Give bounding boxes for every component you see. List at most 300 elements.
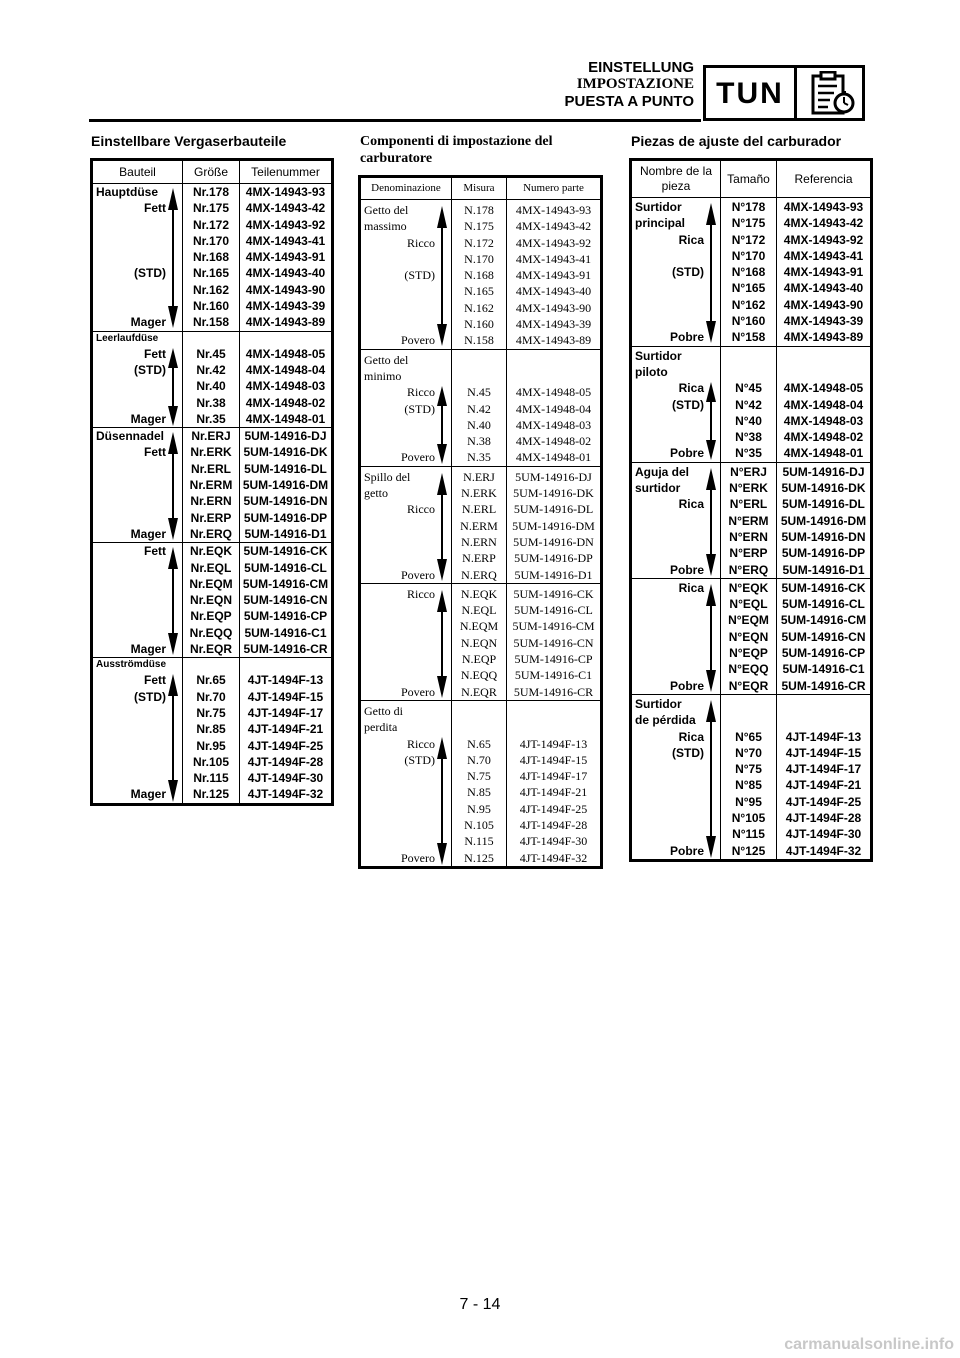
size: N.165: [464, 284, 494, 299]
size: N°158: [731, 330, 766, 345]
size: N.40: [467, 417, 491, 432]
size: N.105: [464, 817, 494, 832]
size: N°EQP: [729, 646, 768, 661]
part-number: 5UM-14916-C1: [514, 668, 593, 683]
col-header-size: Misura: [452, 177, 507, 200]
part-number: 4MX-14948-03: [515, 417, 592, 432]
part-number: 5UM-14916-CN: [243, 593, 328, 608]
label: Ricco: [407, 385, 435, 400]
part-number: 4MX-14948-03: [783, 413, 864, 428]
size: N.EQM: [459, 619, 499, 634]
size-cell: [183, 543, 240, 658]
size: N°EQK: [728, 580, 769, 595]
part-number: [777, 348, 870, 364]
label: Rica: [678, 580, 704, 595]
part-number-cell: [240, 184, 333, 332]
header-title-it: IMPOSTAZIONE: [576, 76, 694, 92]
size: Nr.162: [192, 282, 230, 297]
label: Getto di: [364, 703, 403, 718]
size: Nr.EQL: [190, 560, 232, 575]
size: N.162: [464, 300, 494, 315]
size-cell: [452, 700, 507, 867]
table-row: [92, 428, 333, 543]
part-name-cell: [631, 198, 721, 347]
size: Nr.ERN: [190, 494, 232, 509]
part-number: 4MX-14948-05: [515, 385, 592, 400]
size-cell: [721, 346, 777, 462]
size: N.ERK: [461, 486, 497, 501]
table-row: [92, 658, 333, 804]
part-number: 5UM-14916-DP: [243, 510, 328, 525]
part-number: 4MX-14943-91: [515, 268, 592, 283]
table-row: [631, 346, 872, 462]
part-number: 5UM-14916-CN: [513, 635, 594, 650]
col-header-part: Nombre de la pieza: [631, 160, 721, 198]
part-number: 5UM-14916-DN: [781, 529, 866, 544]
size: Nr.EQM: [189, 576, 233, 591]
col-header-size: Tamaño: [721, 160, 777, 198]
part-number: 4MX-14943-91: [245, 250, 326, 265]
size: N.EQN: [460, 635, 498, 650]
size: Nr.EQK: [189, 544, 232, 559]
part-number: 4MX-14943-93: [515, 203, 592, 217]
size: N.EQQ: [460, 668, 498, 683]
header-titles: [565, 59, 694, 110]
header-rule: [89, 119, 701, 122]
table-row: [360, 349, 602, 466]
size: N°ERP: [729, 546, 768, 561]
part-number: 5UM-14916-DM: [512, 518, 595, 533]
label: Rica: [678, 497, 704, 512]
part-number: 4MX-14948-04: [245, 362, 326, 377]
label: Hauptdüse: [96, 185, 159, 199]
part-number: 5UM-14916-DK: [781, 481, 866, 496]
size: N°ERK: [729, 481, 768, 496]
size: Nr.175: [192, 201, 230, 216]
size: Nr.168: [192, 250, 230, 265]
watermark: carmanualsonline.info: [784, 1336, 954, 1353]
part-number: 5UM-14916-DJ: [515, 469, 592, 484]
label: Povero: [401, 450, 435, 465]
part-number-cell: [240, 428, 333, 543]
size: Nr.35: [196, 411, 226, 426]
label: Pobre: [669, 678, 704, 693]
size: N.ERQ: [461, 567, 497, 582]
size: N°125: [731, 843, 766, 858]
part-number: 5UM-14916-CK: [243, 544, 328, 559]
size: N°42: [735, 397, 762, 412]
tun-badge: [703, 65, 865, 121]
table-row: [360, 200, 602, 350]
part-number: 4JT-1494F-32: [247, 787, 324, 802]
part-number: 4MX-14948-02: [783, 430, 864, 445]
size-cell: [452, 349, 507, 466]
size: N.ERJ: [463, 469, 495, 484]
part-number: 4MX-14943-39: [245, 299, 326, 314]
size: N.160: [464, 317, 494, 332]
part-number-cell: [777, 578, 872, 694]
part-number: 4MX-14943-89: [515, 333, 592, 348]
part-number: 4MX-14943-90: [783, 297, 864, 312]
label: Mager: [130, 411, 166, 426]
part-number: 5UM-14916-DL: [513, 502, 594, 517]
label: (STD): [404, 401, 435, 416]
label: Fett: [144, 201, 166, 216]
label: Ricco: [407, 736, 435, 751]
size-cell: [721, 578, 777, 694]
part-number: 5UM-14916-CK: [781, 580, 866, 595]
size: N°EQN: [728, 629, 769, 644]
size-cell: [183, 428, 240, 543]
part-number: 4JT-1494F-17: [519, 769, 588, 784]
size: Nr.EQN: [189, 593, 232, 608]
size: N.ERM: [460, 518, 498, 533]
size: N.168: [464, 268, 494, 283]
part-number: [777, 712, 870, 728]
part-number: 5UM-14916-DK: [513, 486, 594, 501]
size: N.70: [467, 752, 491, 767]
size: N°75: [735, 762, 762, 777]
part-number: 4MX-14943-42: [515, 219, 592, 234]
size: N°35: [735, 446, 762, 461]
size: N°45: [735, 381, 762, 396]
size: N.ERP: [462, 551, 496, 566]
rich-lean-arrow-icon: [706, 584, 716, 692]
settings-table-it: [358, 175, 603, 869]
size: Nr.ERQ: [189, 526, 232, 541]
table-row: [631, 694, 872, 860]
part-name-cell: [360, 466, 452, 583]
part-number: [507, 368, 600, 384]
part-number: 4MX-14943-90: [515, 300, 592, 315]
part-number: 4MX-14943-39: [783, 314, 864, 329]
size: N°95: [735, 794, 762, 809]
part-number: 4JT-1494F-13: [519, 736, 588, 751]
size: Nr.75: [196, 705, 226, 720]
rich-lean-arrow-icon: [168, 348, 178, 426]
part-number-cell: [777, 462, 872, 578]
part-name-cell: [631, 694, 721, 860]
size: N°EQQ: [728, 662, 769, 677]
size: N.EQL: [461, 603, 497, 618]
part-number: 4JT-1494F-15: [247, 689, 324, 704]
size: N.170: [464, 251, 494, 266]
part-number: 4MX-14943-92: [783, 232, 864, 247]
size: N.178: [464, 203, 494, 217]
part-number: 5UM-14916-CR: [513, 684, 594, 699]
label: (STD): [672, 265, 704, 280]
size: Nr.158: [192, 315, 230, 330]
part-number-cell: [507, 200, 602, 350]
size: N°172: [731, 232, 766, 247]
size: Nr.EQQ: [189, 625, 233, 640]
size: N.85: [467, 785, 491, 800]
part-number-cell: [507, 466, 602, 583]
size: N.45: [467, 385, 491, 400]
header-title-es: PUESTA A PUNTO: [564, 93, 694, 110]
label: Pobre: [669, 843, 704, 858]
part-name-cell: [631, 346, 721, 462]
part-number: 4MX-14943-42: [245, 201, 326, 216]
part-number: 4JT-1494F-32: [785, 843, 862, 858]
size: Nr.115: [193, 771, 229, 786]
rich-lean-arrow-icon: [168, 547, 178, 655]
part-name-cell: [360, 700, 452, 867]
part-number-cell: [777, 198, 872, 347]
part-number: 5UM-14916-CP: [514, 652, 593, 667]
size: N.35: [467, 450, 491, 465]
size: Nr.ERK: [190, 445, 232, 460]
label: Surtidor: [635, 696, 682, 711]
part-number: 4MX-14943-39: [515, 317, 592, 332]
size: [721, 348, 776, 364]
part-number: 4MX-14948-04: [783, 397, 864, 412]
part-number: 4MX-14948-04: [515, 401, 592, 416]
size: N°170: [731, 248, 766, 263]
rich-lean-arrow-icon: [168, 432, 178, 540]
part-number: 4JT-1494F-17: [785, 762, 862, 777]
size: N°175: [731, 216, 766, 231]
part-number: 4JT-1494F-25: [519, 801, 588, 816]
size: N°160: [731, 314, 766, 329]
part-number-cell: [777, 694, 872, 860]
size: Nr.178: [192, 185, 230, 199]
part-number: 4JT-1494F-30: [247, 771, 324, 786]
size: N.38: [467, 434, 491, 449]
part-number: 4MX-14948-03: [245, 379, 326, 394]
label: Povero: [401, 333, 435, 348]
part-number: 5UM-14916-CM: [780, 613, 867, 628]
part-number: 5UM-14916-C1: [782, 662, 865, 677]
part-number-cell: [507, 349, 602, 466]
group-name: Leerlaufdüse: [96, 332, 159, 344]
rich-lean-arrow-icon: [706, 382, 716, 460]
col-header-partno: Referencia: [777, 160, 872, 198]
size: Nr.125: [192, 787, 230, 802]
part-number: 4MX-14943-92: [515, 235, 592, 250]
label: massimo: [364, 219, 407, 234]
part-number: 4MX-14943-91: [783, 265, 864, 280]
part-number: [507, 703, 600, 719]
part-number: 4JT-1494F-15: [519, 752, 588, 767]
label: Mager: [130, 315, 166, 330]
part-name-cell: [92, 184, 183, 332]
size: N.EQP: [461, 652, 497, 667]
tun-badge-divider: [794, 68, 797, 118]
part-number: 4MX-14948-02: [515, 434, 592, 449]
group-name: Ausströmdüse: [96, 659, 167, 671]
label: Fett: [144, 544, 166, 559]
size-cell: [452, 466, 507, 583]
table-row: [92, 543, 333, 658]
size: Nr.ERM: [189, 478, 233, 493]
page-number: 7 - 14: [459, 1296, 501, 1313]
col-header-partno: Numero parte: [507, 177, 602, 200]
col-header-part: Denominazione: [360, 177, 452, 200]
part-number: 5UM-14916-DP: [781, 546, 866, 561]
part-number: 5UM-14916-CR: [243, 642, 328, 657]
size: [721, 696, 776, 712]
label: Povero: [401, 684, 435, 699]
size: N°40: [735, 413, 762, 428]
size: Nr.42: [196, 362, 226, 377]
size: N°70: [735, 745, 762, 760]
rich-lean-arrow-icon: [437, 386, 447, 464]
rich-lean-arrow-icon: [437, 473, 447, 581]
part-number: 5UM-14916-D1: [514, 567, 593, 582]
size: Nr.105: [192, 754, 230, 769]
part-number: [507, 719, 600, 735]
label: Aguja del: [635, 464, 690, 479]
part-number: 4JT-1494F-21: [247, 722, 324, 737]
label: getto: [364, 486, 388, 501]
size: Nr.165: [192, 266, 230, 281]
table-row: [631, 198, 872, 347]
part-name-cell: [631, 462, 721, 578]
size-cell: [721, 198, 777, 347]
label: de pérdida: [635, 713, 696, 728]
label: Rica: [678, 729, 704, 744]
part-number: 4JT-1494F-13: [785, 729, 862, 744]
rich-lean-arrow-icon: [706, 700, 716, 858]
part-number: 5UM-14916-D1: [244, 526, 327, 541]
size: N.75: [467, 769, 491, 784]
label: perdita: [364, 720, 398, 735]
part-name-cell: [92, 428, 183, 543]
part-number: 4MX-14943-90: [245, 282, 326, 297]
size: N°EQL: [729, 597, 768, 612]
part-number: 4MX-14948-05: [245, 346, 326, 361]
size: [721, 712, 776, 728]
label: principal: [635, 216, 686, 231]
part-number: 5UM-14916-DM: [242, 478, 329, 493]
part-number: 4MX-14943-89: [783, 330, 864, 345]
col-header-part: Bauteil: [92, 160, 183, 184]
section-title-de: Einstellbare Vergaserbauteile: [91, 133, 287, 149]
part-number: 4JT-1494F-21: [785, 778, 862, 793]
size-cell: [721, 462, 777, 578]
size: N.EQK: [460, 586, 498, 601]
table-row: [360, 700, 602, 867]
rich-lean-arrow-icon: [168, 674, 178, 802]
part-number: 4MX-14948-01: [783, 446, 864, 461]
part-number-cell: [507, 700, 602, 867]
tun-badge-label: TUN: [716, 77, 784, 110]
label: (STD): [672, 397, 704, 412]
size: N.EQR: [461, 684, 497, 699]
size: [452, 703, 506, 719]
rich-lean-arrow-icon: [437, 206, 447, 346]
label: (STD): [134, 266, 166, 281]
size: Nr.EQP: [190, 609, 232, 624]
size-cell: [183, 331, 240, 427]
part-number: 5UM-14916-DN: [513, 534, 594, 549]
size: [452, 352, 506, 368]
rich-lean-arrow-icon: [437, 737, 447, 865]
label: Fett: [144, 673, 166, 688]
size: N°168: [731, 265, 766, 280]
size: [452, 719, 506, 735]
table-row: [92, 331, 333, 427]
section-title-it: [360, 133, 553, 167]
part-number: 5UM-14916-DM: [780, 513, 867, 528]
label: Fett: [144, 346, 166, 361]
size: N.175: [464, 219, 494, 234]
size: N°162: [731, 297, 766, 312]
part-number: [507, 352, 600, 368]
part-number: 4JT-1494F-17: [247, 705, 324, 720]
rich-lean-arrow-icon: [706, 468, 716, 576]
part-name-cell: [360, 583, 452, 700]
part-number: 5UM-14916-C1: [244, 625, 327, 640]
section-title-it-line1: Componenti di impostazione del: [360, 134, 553, 149]
section-title-it-line2: carburatore: [360, 151, 433, 166]
size-cell: [183, 184, 240, 332]
size: N.158: [464, 333, 494, 348]
part-number: 4MX-14943-93: [783, 200, 864, 214]
part-name-cell: [631, 578, 721, 694]
size-cell: [452, 200, 507, 350]
size-cell: [183, 658, 240, 804]
part-number: 5UM-14916-DK: [243, 445, 328, 460]
label: Rica: [678, 381, 704, 396]
part-number: 4MX-14943-92: [245, 217, 326, 232]
part-number-cell: [240, 543, 333, 658]
size: N°38: [735, 430, 762, 445]
part-number: 4JT-1494F-25: [247, 738, 324, 753]
size: N.ERL: [461, 502, 497, 517]
part-number: 5UM-14916-CR: [781, 678, 866, 693]
part-name-cell: [360, 349, 452, 466]
label: Ricco: [407, 235, 435, 250]
clipboard-stopwatch-icon: [804, 71, 860, 116]
part-number-cell: [240, 658, 333, 804]
part-number-cell: [507, 583, 602, 700]
label: Mager: [130, 526, 166, 541]
table-row: [360, 583, 602, 700]
part-number: 5UM-14916-CP: [781, 646, 866, 661]
size: N°65: [735, 729, 762, 744]
label: (STD): [672, 745, 704, 760]
label: Povero: [401, 567, 435, 582]
label: minimo: [364, 368, 402, 383]
table-row: [360, 466, 602, 583]
part-number: 5UM-14916-CL: [244, 560, 327, 575]
size: Nr.70: [196, 689, 226, 704]
label: Ricco: [407, 586, 435, 601]
part-number: 4JT-1494F-28: [785, 810, 862, 825]
rich-lean-arrow-icon: [168, 188, 178, 328]
size: Nr.172: [192, 217, 230, 232]
size: N°EQR: [728, 678, 769, 693]
settings-table-es: [629, 158, 873, 862]
label: Pobre: [669, 330, 704, 345]
part-number: 5UM-14916-DP: [514, 551, 593, 566]
table-row: [631, 578, 872, 694]
part-number: 4MX-14943-93: [245, 185, 326, 199]
part-number: 5UM-14916-D1: [782, 562, 865, 577]
part-number: 5UM-14916-DJ: [782, 464, 865, 479]
size: Nr.40: [196, 379, 226, 394]
part-number: 5UM-14916-CN: [781, 629, 866, 644]
label: piloto: [635, 364, 668, 379]
part-number: [777, 696, 870, 712]
part-number: 5UM-14916-CP: [243, 609, 328, 624]
size: N.95: [467, 801, 491, 816]
part-number: 4MX-14948-05: [783, 381, 864, 396]
size: Nr.ERP: [190, 510, 232, 525]
label: Mager: [130, 642, 166, 657]
